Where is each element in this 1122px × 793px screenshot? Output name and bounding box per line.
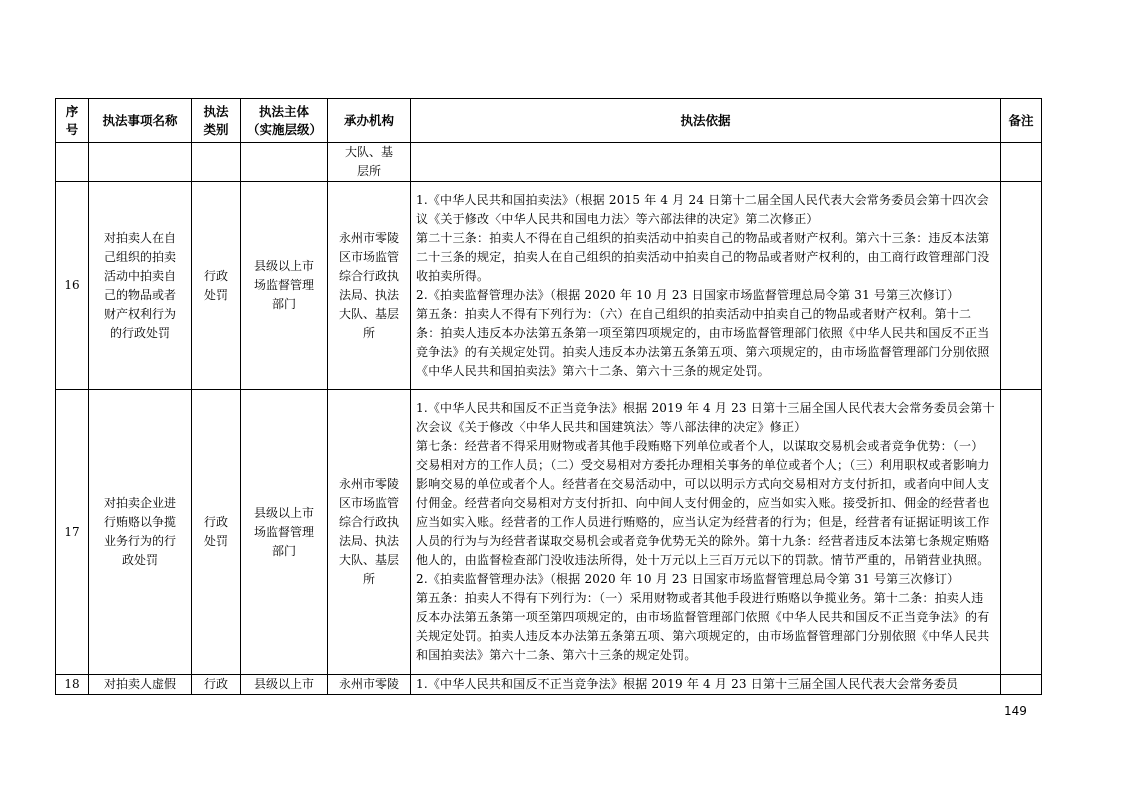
cell-subject-text: 县级以上市场监督管理部门 [253,505,314,558]
cell-basis [411,182,1001,390]
basis-paragraph: 2.《拍卖监督管理办法》（根据 2020 年 10 月 23 日国家市场监督管理总局令第 31 号第三次修订） [416,287,960,302]
cell-subject [241,143,328,182]
cell-remark [1001,390,1042,675]
cell-office-text: 大队、基层所 [344,145,393,178]
cell-name-text: 对拍卖人在自己组织的拍卖活动中拍卖自己的物品或者财产权利行为的行政处罚 [103,230,176,340]
cell-remark [1001,182,1042,390]
header-row [56,99,1042,143]
cell-basis [411,675,1001,695]
cell-name-text: 对拍卖企业进行贿赂以争揽业务行为的行政处罚 [103,496,176,567]
cell-office: 永州市零陵 [328,675,411,695]
table-row [56,390,1042,675]
header-name: 执法事项名称 [89,99,192,143]
basis-paragraph: 1.《中华人民共和国反不正当竞争法》根据 2019 年 4 月 23 日第十三届全国人民代表大会常务委员 [416,677,959,691]
cell-seq: 16 [56,182,89,390]
header-subject: 执法主体（实施层级） [241,99,328,143]
cell-category [192,390,241,675]
cell-category-text: 行政处罚 [203,515,228,548]
table-row [56,182,1042,390]
cell-name [89,143,192,182]
cell-seq: 18 [56,675,89,695]
header-remark: 备注 [1001,99,1042,143]
cell-office [328,143,411,182]
cell-basis [411,143,1001,182]
cell-name: 对拍卖人虚假 [89,675,192,695]
cell-basis [411,390,1001,675]
basis-paragraph: 1.《中华人民共和国反不正当竞争法》根据 2019 年 4 月 23 日第十三届全国人民代表大会常务委员会第十次会议《关于修改〈中华人民共和国建筑法〉等八部法律的决定》修正） [416,401,995,434]
cell-name [89,390,192,675]
cell-subject: 县级以上市 [241,675,328,695]
cell-category-text: 行政处罚 [203,268,228,302]
basis-paragraph: 第五条：拍卖人不得有下列行为：（六）在自己组织的拍卖活动中拍卖自己的物品或者财产权利。第十二条：拍卖人违反本办法第五条第一项至第四项规定的，由市场监督管理部门依照《中华人民共和国反不正当竞争法》的有关规定处罚。拍卖人违反本办法第五条第五项、第六项规定的，由市场监督管理部门分别依照《中华人民共和国拍卖法》第六十二条、第六十三条的规定处罚。 [416,306,990,378]
basis-paragraph: 第七条：经营者不得采用财物或者其他手段贿赂下列单位或者个人，以谋取交易机会或者竞争优势：（一）交易相对方的工作人员；（二）受交易相对方委托办理相关事务的单位或者个人；（三）利用职权或者影响力影响交易的单位或者个人。经营者在交易活动中，可以以明示方式向交易相对方支付折扣，或者向中间人支付佣金。经营者向交易相对方支付折扣、向中间人支付佣金的，应当如实入账。接受折扣、佣金的经营者也应当如实入账。经营者的工作人员进行贿赂的，应当认定为经营者的行为；但是，经营者有证据证明该工作人员的行为与为经营者谋取交易机会或者竞争优势无关的除外。第十九条：经营者违反本法第七条规定贿赂他人的，由监督检查部门没收违法所得，处十万元以上三百万元以下的罚款。情节严重的，吊销营业执照。 [416,439,990,567]
cell-subject [241,390,328,675]
basis-paragraph: 第二十三条：拍卖人不得在自己组织的拍卖活动中拍卖自己的物品或者财产权利。第六十三条：违反本法第二十三条的规定，拍卖人在自己组织的拍卖活动中拍卖自己的物品或者财产权利的，由工商行政管理部门没收拍卖所得。 [416,230,990,283]
cell-seq: 17 [56,390,89,675]
page-number: 149 [1004,704,1027,718]
cell-category [192,182,241,390]
cell-category [192,143,241,182]
table-row [56,143,1042,182]
table-row [56,675,1042,695]
header-basis: 执法依据 [411,99,1001,143]
cell-office-text: 永州市零陵区市场监管综合行政执法局、执法大队、基层所 [338,230,399,340]
header-seq: 序号 [56,99,89,143]
cell-office-text: 永州市零陵区市场监管综合行政执法局、执法大队、基层所 [338,477,399,586]
cell-seq [56,143,89,182]
basis-paragraph: 2.《拍卖监督管理办法》（根据 2020 年 10 月 23 日国家市场监督管理总局令第 31 号第三次修订） [416,572,960,586]
cell-category: 行政 [192,675,241,695]
header-category: 执法类别 [192,99,241,143]
cell-subject-text: 县级以上市场监督管理部门 [253,259,314,311]
cell-name [89,182,192,390]
cell-subject [241,182,328,390]
basis-paragraph: 1.《中华人民共和国拍卖法》（根据 2015 年 4 月 24 日第十二届全国人民代表大会常务委员会第十四次会议《关于修改〈中华人民共和国电力法〉等六部法律的决定》第二次修正） [416,192,989,226]
cell-remark [1001,675,1042,695]
law-enforcement-table [55,98,1042,695]
basis-paragraph: 第五条：拍卖人不得有下列行为：（一）采用财物或者其他手段进行贿赂以争揽业务。第十二条：拍卖人违反本办法第五条第一项至第四项规定的，由市场监督管理部门依照《中华人民共和国反不正当竞争法》的有关规定处罚。拍卖人违反本办法第五条第五项、第六项规定的，由市场监督管理部门分别依照《中华人民共和国拍卖法》第六十二条、第六十三条的规定处罚。 [416,591,990,662]
cell-remark [1001,143,1042,182]
header-office: 承办机构 [328,99,411,143]
cell-office [328,182,411,390]
cell-office [328,390,411,675]
